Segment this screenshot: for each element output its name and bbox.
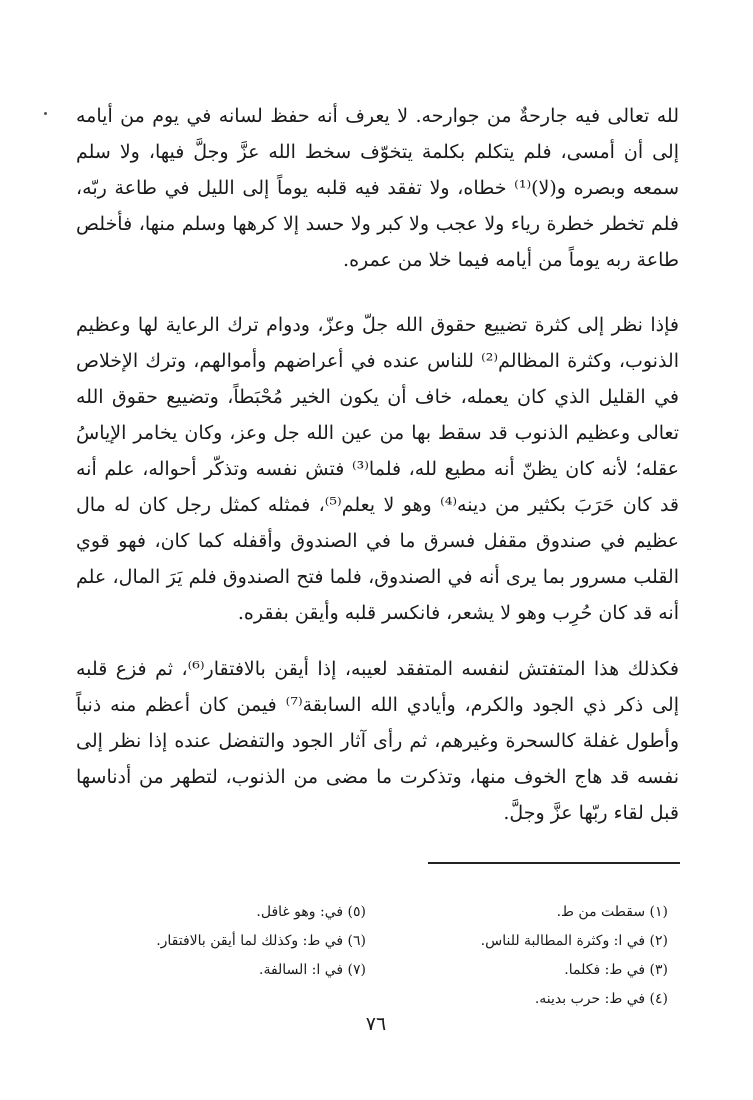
page-number: ٧٦ <box>365 1013 387 1035</box>
footnote-5: (٥) في: وهو غافل. <box>256 904 366 920</box>
paragraph-2: فإذا نظر إلى كثرة تضييع حقوق الله جلّ وعزّ، ودوام ترك الرعاية لها وعظيم الذنوب، وكثرة المظالم⁽²⁾ للناس عنده في أعراضهم وأموالهم، وترك الإخلاص في القليل الذي كان يعمله، خاف أن يكون الخير مُحْبَطاً، وتضييع حقوق الله تعالى وعظيم الذنوب قد سقط بها من عين الله جل وعز، وكان يخامر الإياسُ عقله؛ لأنه كان يظنّ أنه مطيع لله، فلما⁽³⁾ فتش نفسه وتذكّر أحواله، علم أنه قد كان حَرَبَ بكثير من دينه⁽⁴⁾ وهو لا يعلم⁽⁵⁾، فمثله كمثل رجل كان له مال عظيم في صندوق مقفل فسرق ما في الصندوق وأقفله كما كان، فهو قوي القلب مسرور بما يرى أنه في الصندوق، فلما فتح الصندوق فلم يَرَ المال، علم أنه قد كان حُرِب وهو لا يشعر، فانكسر قلبه وأيقن بفقره. <box>76 314 679 624</box>
footnote-separator <box>428 862 680 864</box>
footnotes-left-column <box>100 898 366 985</box>
footnote-7: (٧) في ا: السالفة. <box>259 962 366 978</box>
footnote-6: (٦) في ط: وكذلك لما أيقن بالافتقار. <box>156 933 366 949</box>
margin-mark <box>44 112 47 115</box>
footnote-2: (٢) في ا: وكثرة المطالبة للناس. <box>480 933 668 949</box>
paragraph-1: لله تعالى فيه جارحةٌ من جوارحه. لا يعرف أنه حفظ لسانه في يوم من أيامه إلى أن أمسى، فلم يتكلم بكلمة يتخوّف سخط الله عزَّ وجلَّ فيها، ولا سلم سمعه وبصره و(لا)⁽¹⁾ خطاه، ولا تفقد فيه قلبه يوماً إلى الليل في طاعة ربّه، فلم تخطر خطرة رياء ولا عجب ولا كبر ولا حسد إلا كرهها وسلم منها، فأخلص طاعة ربه يوماً من أيامه فيما خلا من عمره. <box>76 105 679 271</box>
footnotes-right-column <box>420 898 668 1014</box>
footnote-1: (١) سقطت من ط. <box>556 904 668 920</box>
footnote-4: (٤) في ط: حرب بدينه. <box>534 991 668 1007</box>
paragraph-3: فكذلك هذا المتفتش لنفسه المتفقد لعيبه، إذا أيقن بالافتقار⁽⁶⁾، ثم فزع قلبه إلى ذكر ذي الجود والكرم، وأيادي الله السابقة⁽⁷⁾ فيمن كان أعظم منه ذنباً وأطول غفلة كالسحرة وغيرهم، ثم رأى آثار الجود والتفضل عنده إذا نظر إلى نفسه قد هاج الخوف منها، وتذكرت ما مضى من الذنوب، لتطهر من أدناسها قبل لقاء ربّها عزَّ وجلَّ. <box>76 658 679 824</box>
footnote-3: (٣) في ط: فكلما. <box>564 962 668 978</box>
